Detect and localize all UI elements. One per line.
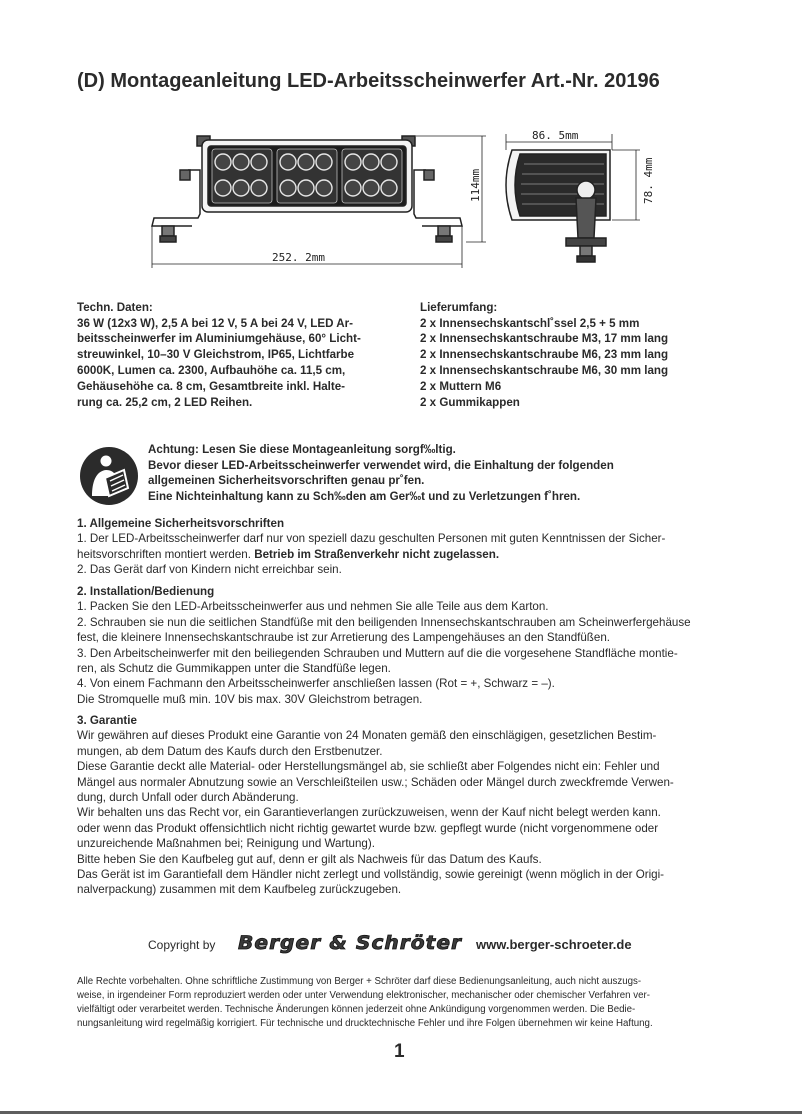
- legal-notice: [77, 975, 653, 1031]
- tech-data-line: rung ca. 25,2 cm, 2 LED Reihen.: [77, 395, 253, 409]
- legal-line: Alle Rechte vorbehalten. Ohne schriftliche Zustimmung von Berger + Schröter darf diese Bedienungsanleitung, auch nicht auszugs-: [77, 976, 642, 987]
- section-line: fest, die kleinere Innensechskantschraube ist zur Arretierung des Lampengehäuses an den Standfüßen.: [77, 631, 611, 645]
- tech-data-line: 6000K, Lumen ca. 2300, Aufbauhöhe ca. 11,5 cm,: [77, 364, 346, 378]
- section-line: Wir gewähren auf dieses Produkt eine Garantie von 24 Monaten gemäß den einschlägigen, gesetzlichen Bestim-: [77, 729, 657, 743]
- tech-data-line: streuwinkel, 10–30 V Gleichstrom, IP65, Lichtfarbe: [77, 347, 355, 361]
- tech-data-heading: Techn. Daten:: [77, 301, 153, 314]
- section-line: 1. Der LED-Arbeitsscheinwerfer darf nur von speziell dazu geschulten Personen mit guten Kenntnissen der Sicher-: [77, 532, 666, 546]
- section-line: Diese Garantie deckt alle Material- oder Herstellungsmängel ab, sie schließt aber Folgendes nicht ein: Fehler und: [77, 760, 660, 774]
- side-height-dimension: [612, 150, 640, 220]
- delivery-item: 2 x Muttern M6: [420, 379, 502, 393]
- section-line: Das Gerät ist im Garantiefall dem Händler nicht zerlegt und vollständig, sowie gereinigt (wenn möglich in der Origi-: [77, 868, 665, 882]
- right-foot-nut: [436, 236, 452, 242]
- section-safety-rules: [77, 516, 665, 578]
- tech-data-block: [77, 300, 361, 410]
- section-heading: 2. Installation/Bedienung: [77, 585, 215, 598]
- right-pivot: [424, 170, 434, 180]
- section-line: mungen, ab dem Datum des Kaufs durch den Erstbenutzer.: [77, 744, 383, 758]
- copyright-label: Copyright by: [148, 938, 216, 952]
- section-line: 2. Das Gerät darf von Kindern nicht erreichbar sein.: [77, 563, 342, 577]
- front-view: [152, 136, 462, 242]
- section-line: unzureichende Maßnahmen bei; Reinigung und Wartung).: [77, 837, 375, 851]
- side-pivot-bolt: [577, 181, 595, 199]
- section-line: [77, 547, 665, 562]
- section-line: 3. Den Arbeitscheinwerfer mit den beiliegenden Schrauben und Muttern auf die die vorgesehene Standfläche montie-: [77, 646, 678, 660]
- section-line: nalverpackung) zusammen mit dem Kaufbeleg zurückzugeben.: [77, 883, 402, 897]
- section-heading: 1. Allgemeine Sicherheitsvorschriften: [77, 517, 285, 530]
- delivery-item: 2 x Innensechskantschraube M6, 30 mm lang: [420, 364, 669, 378]
- product-dimension-drawing: [140, 122, 660, 282]
- section-warranty: [77, 713, 674, 898]
- delivery-heading: Lieferumfang:: [420, 301, 498, 314]
- left-bracket: [152, 170, 200, 226]
- side-foot-bolt: [580, 246, 592, 256]
- delivery-scope-block: [420, 300, 668, 410]
- left-foot-nut: [160, 236, 176, 242]
- section-heading: 3. Garantie: [77, 714, 137, 727]
- section-installation: [77, 584, 691, 707]
- left-foot-bolt: [162, 226, 174, 236]
- side-foot-nut: [577, 256, 595, 262]
- section-line: dung, durch Unfall oder durch Abänderung.: [77, 791, 299, 805]
- left-pivot: [180, 170, 190, 180]
- warning-line: Bevor dieser LED-Arbeitsscheinwerfer verwendet wird, die Einhaltung der folgenden: [148, 458, 614, 472]
- berger-schroeter-logo: [236, 929, 466, 955]
- logo-text: Berger & Schröter: [238, 932, 463, 954]
- page-title: (D) Montageanleitung LED-Arbeitsscheinwerfer Art.-Nr. 20196: [77, 70, 660, 92]
- section-line: ren, als Schutz die Gummikappen unter die Standfüße legen.: [77, 662, 391, 676]
- page-number: 1: [394, 1041, 405, 1062]
- section-line: Wir behalten uns das Recht vor, ein Garantieverlangen zurückzuweisen, wenn der Kauf nicht belegt werden kann.: [77, 806, 661, 820]
- side-foot: [566, 238, 606, 246]
- section-line: 1. Packen Sie den LED-Arbeitsscheinwerfer aus und nehmen Sie alle Teile aus dem Karton.: [77, 600, 549, 614]
- side-bracket: [576, 198, 596, 238]
- front-height-label: 114mm: [469, 168, 482, 202]
- legal-line: weise, in irgendeiner Form reproduziert werden oder unter Verwendung elektronischer, mechanischer oder chemischer Verfahren ver-: [77, 990, 650, 1001]
- right-bracket: [414, 170, 462, 226]
- right-foot-bolt: [438, 226, 450, 236]
- read-manual-icon: [79, 446, 139, 506]
- section-line: Mängel aus normaler Abnutzung sowie an Verschleißteilen usw.; Schäden oder Mängel durch zweckfremde Verwen-: [77, 775, 674, 789]
- side-height-label: 78. 4mm: [642, 157, 655, 204]
- delivery-item: 2 x Innensechskantschl˚ssel 2,5 + 5 mm: [420, 316, 640, 330]
- legal-line: vielfältigt oder verarbeitet werden. Technische Änderungen können jederzeit ohne Ankündigung vorgenommen werden. Die Bedie-: [77, 1004, 636, 1015]
- side-view: [506, 150, 610, 262]
- section-line: Bitte heben Sie den Kaufbeleg gut auf, denn er gilt als Nachweis für das Datum des Kaufs.: [77, 852, 542, 866]
- warning-line: allgemeinen Sicherheitsvorschriften genau pr˚fen.: [148, 474, 425, 487]
- delivery-item: 2 x Innensechskantschraube M6, 23 mm lang: [420, 347, 669, 361]
- section-line: oder wenn das Produkt offensichtlich nicht richtig gewartet wurde bzw. gepflegt wurde (nicht vorgenommene oder: [77, 821, 659, 835]
- safety-warning: [148, 442, 614, 504]
- legal-line: nungsanleitung wird regelmäßig korrigiert. Für technische und drucktechnische Fehler und ihre Folgen übernehmen wir keine Haftung.: [77, 1018, 653, 1029]
- warning-line: Eine Nichteinhaltung kann zu Sch‰den am Ger‰t und zu Verletzungen f˚hren.: [148, 489, 581, 503]
- traffic-notice: Betrieb im Straßenverkehr nicht zugelassen.: [254, 547, 500, 561]
- front-width-label: 252. 2mm: [272, 251, 325, 264]
- section-text: heitsvorschriften montiert werden.: [77, 547, 255, 561]
- warning-line: Achtung: Lesen Sie diese Montageanleitung sorgf‰ltig.: [148, 443, 456, 456]
- delivery-item: 2 x Gummikappen: [420, 395, 520, 409]
- website-link[interactable]: www.berger-schroeter.de: [476, 937, 632, 952]
- tech-data-line: beitsscheinwerfer im Aluminiumgehäuse, 60° Licht-: [77, 332, 361, 346]
- tech-data-line: 36 W (12x3 W), 2,5 A bei 12 V, 5 A bei 24 V, LED Ar-: [77, 316, 353, 330]
- delivery-item: 2 x Innensechskantschraube M3, 17 mm lang: [420, 332, 669, 346]
- bottom-rule: [0, 1111, 802, 1114]
- tech-data-line: Gehäusehöhe ca. 8 cm, Gesamtbreite inkl. Halte-: [77, 379, 346, 393]
- side-depth-label: 86. 5mm: [532, 129, 579, 142]
- section-line: Die Stromquelle muß min. 10V bis max. 30V Gleichstrom betragen.: [77, 692, 423, 706]
- section-line: 4. Von einem Fachmann den Arbeitsscheinwerfer anschließen lassen (Rot = +, Schwarz = –).: [77, 677, 555, 691]
- section-line: 2. Schrauben sie nun die seitlichen Standfüße mit den beiligenden Innensechskantschrauben am Scheinwerfergehäuse: [77, 615, 691, 629]
